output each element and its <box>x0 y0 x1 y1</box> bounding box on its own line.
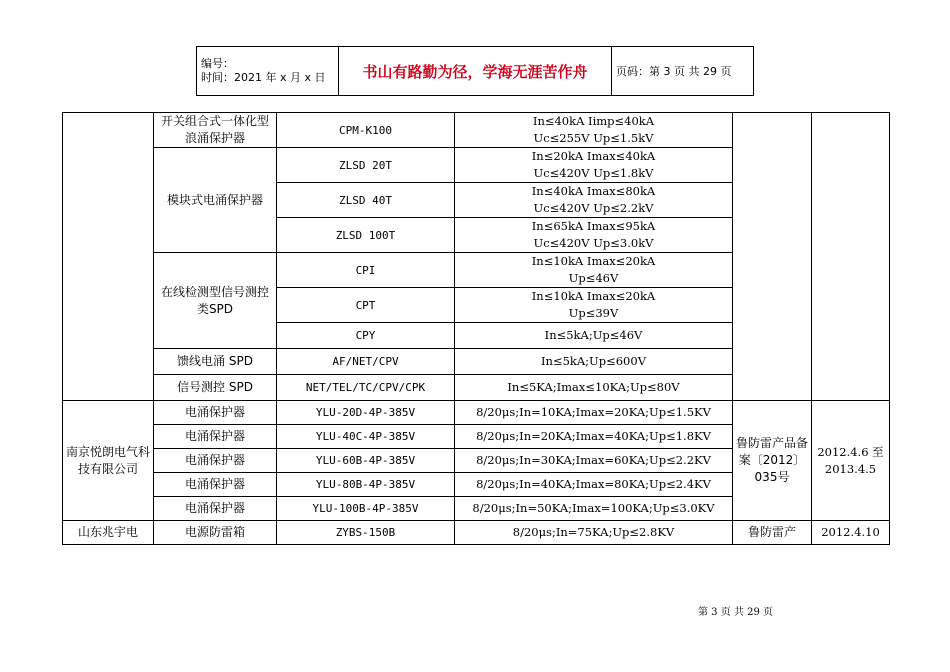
product-model: YLU-40C-4P-385V <box>277 425 455 449</box>
document-header <box>196 46 754 96</box>
spec-line: In≤20kA Imax≤40kA <box>531 149 656 163</box>
product-spec <box>455 288 733 323</box>
product-spec: 8/20μs;In=20KA;Imax=40KA;Up≤1.8KV <box>455 425 733 449</box>
spec-line: In≤65kA Imax≤95kA <box>531 219 656 233</box>
spec-line: Uc≤420V Up≤1.8kV <box>533 166 654 180</box>
table-row <box>63 401 890 425</box>
product-model: CPI <box>277 253 455 288</box>
company-cell <box>63 113 154 401</box>
header-page-label: 页码：第 3 页 共 29 页 <box>612 47 754 96</box>
product-model: NET/TEL/TC/CPV/CPK <box>277 375 455 401</box>
product-name: 电涌保护器 <box>154 425 277 449</box>
product-name: 电涌保护器 <box>154 473 277 497</box>
product-model: CPM-K100 <box>277 113 455 148</box>
product-spec: 8/20μs;In=30KA;Imax=60KA;Up≤2.2KV <box>455 449 733 473</box>
product-spec: In≤5KA;Imax≤10KA;Up≤80V <box>455 375 733 401</box>
header-meta <box>197 47 339 96</box>
product-name: 电涌保护器 <box>154 449 277 473</box>
cert-number: 鲁防雷产品备案〔2012〕035号 <box>733 401 812 521</box>
date-cell <box>812 113 890 401</box>
product-name: 电涌保护器 <box>154 497 277 521</box>
product-spec <box>455 183 733 218</box>
cert-cell <box>733 113 812 401</box>
time-label: 时间：2021 年 x 月 x 日 <box>201 71 326 84</box>
product-name: 馈线电涌 SPD <box>154 349 277 375</box>
header-motto: 书山有路勤为径，学海无涯苦作舟 <box>339 47 612 96</box>
product-name: 电源防雷箱 <box>154 521 277 545</box>
spec-line: Up≤39V <box>568 306 619 320</box>
spec-line: In≤40kA Iimp≤40kA <box>532 114 655 128</box>
validity-date: 2012.4.10 <box>812 521 890 545</box>
company-name: 山东兆宇电 <box>63 521 154 545</box>
product-name: 电涌保护器 <box>154 401 277 425</box>
number-label: 编号： <box>201 57 234 70</box>
spec-line: Up≤46V <box>568 271 619 285</box>
product-table <box>62 112 890 545</box>
product-model: ZLSD 40T <box>277 183 455 218</box>
product-model: YLU-100B-4P-385V <box>277 497 455 521</box>
product-name: 在线检测型信号测控类SPD <box>154 253 277 349</box>
spec-line: In≤10kA Imax≤20kA <box>531 254 656 268</box>
table-row <box>63 521 890 545</box>
product-model: YLU-80B-4P-385V <box>277 473 455 497</box>
product-model: YLU-20D-4P-385V <box>277 401 455 425</box>
spec-line: Uc≤420V Up≤2.2kV <box>533 201 654 215</box>
page-footer: 第 3 页 共 29 页 <box>698 607 773 618</box>
product-model: CPT <box>277 288 455 323</box>
product-spec: In≤5kA;Up≤600V <box>455 349 733 375</box>
product-spec <box>455 148 733 183</box>
spec-line: Uc≤255V Up≤1.5kV <box>533 131 654 145</box>
spec-line: In≤40kA Imax≤80kA <box>531 184 656 198</box>
product-name: 开关组合式一体化型浪涌保护器 <box>154 113 277 148</box>
product-spec: 8/20μs;In=10KA;Imax=20KA;Up≤1.5KV <box>455 401 733 425</box>
product-spec: 8/20μs;In=50KA;Imax=100KA;Up≤3.0KV <box>455 497 733 521</box>
product-spec <box>455 218 733 253</box>
spec-line: Uc≤420V Up≤3.0kV <box>533 236 654 250</box>
product-model: ZLSD 100T <box>277 218 455 253</box>
product-spec <box>455 253 733 288</box>
table-row <box>63 113 890 148</box>
product-model: ZYBS-150B <box>277 521 455 545</box>
validity-date: 2012.4.6 至 2013.4.5 <box>812 401 890 521</box>
product-spec: In≤5kA;Up≤46V <box>455 323 733 349</box>
product-model: ZLSD 20T <box>277 148 455 183</box>
product-spec: 8/20μs;In=40KA;Imax=80KA;Up≤2.4KV <box>455 473 733 497</box>
cert-number: 鲁防雷产 <box>733 521 812 545</box>
spec-line: In≤10kA Imax≤20kA <box>531 289 656 303</box>
product-name: 信号测控 SPD <box>154 375 277 401</box>
product-spec: 8/20μs;In=75KA;Up≤2.8KV <box>455 521 733 545</box>
company-name: 南京悦朗电气科技有限公司 <box>63 401 154 521</box>
product-model: AF/NET/CPV <box>277 349 455 375</box>
product-name: 模块式电涌保护器 <box>154 148 277 253</box>
product-model: YLU-60B-4P-385V <box>277 449 455 473</box>
product-model: CPY <box>277 323 455 349</box>
product-spec <box>455 113 733 148</box>
